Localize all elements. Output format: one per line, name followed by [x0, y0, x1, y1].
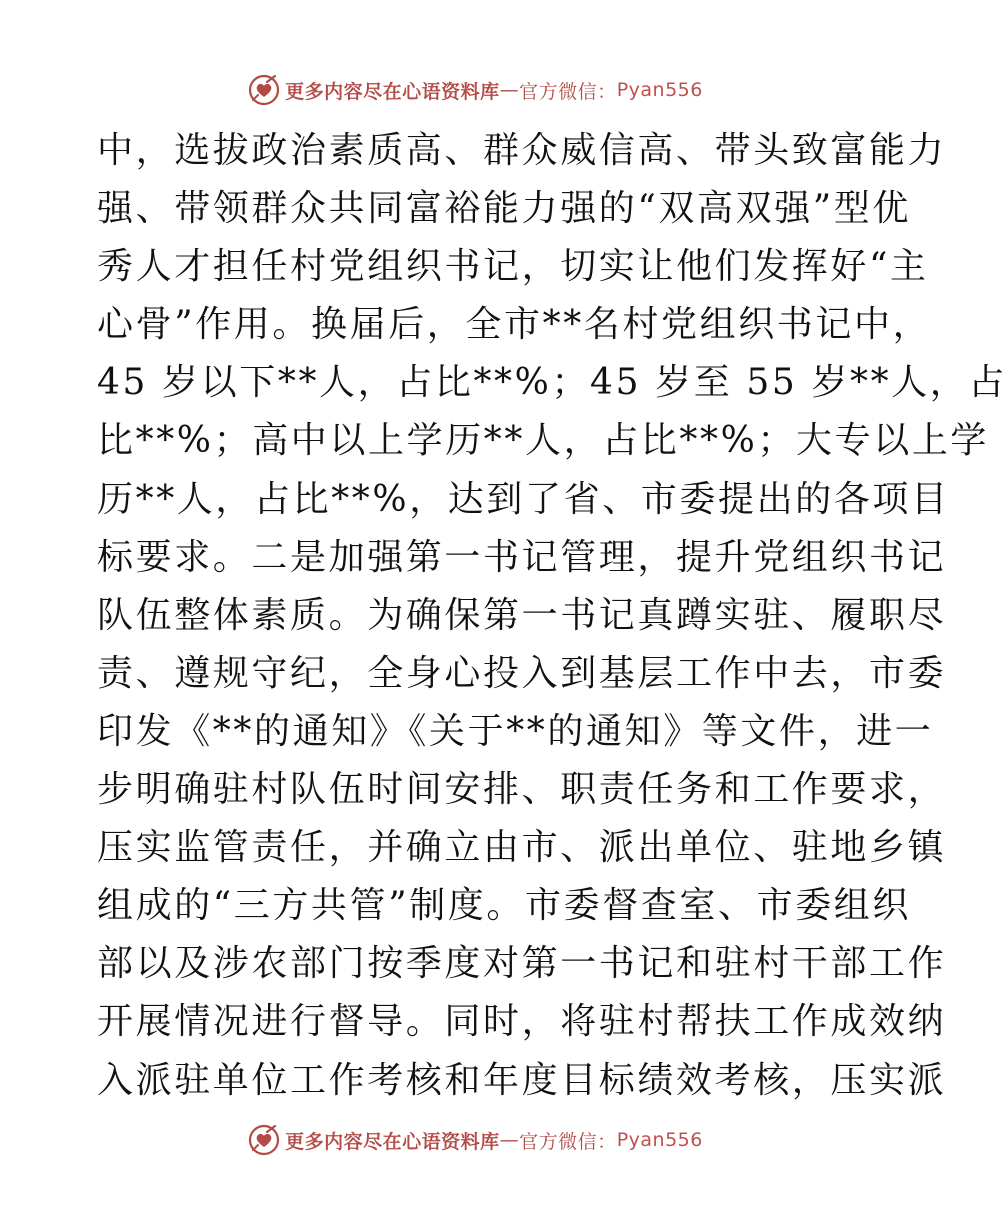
- text-line: 历**人，占比**%，达到了省、市委提出的各项目: [97, 478, 950, 520]
- watermark-dash: —: [499, 1129, 520, 1151]
- heart-pen-icon: [247, 73, 281, 107]
- text-line: 45 岁以下**人，占比**%；45 岁至 55 岁**人，占: [97, 362, 1007, 404]
- text-line: 标要求。二是加强第一书记管理，提升党组织书记: [97, 536, 947, 578]
- text-line: 压实监管责任，并确立由市、派出单位、驻地乡镇: [97, 827, 947, 869]
- text-line: 秀人才担任村党组织书记，切实让他们发挥好“主: [97, 246, 929, 288]
- watermark-footer: [0, 1120, 950, 1160]
- text-line: 责、遵规守纪，全身心投入到基层工作中去，市委: [97, 652, 947, 694]
- watermark-official-label: 官方微信：: [519, 80, 617, 103]
- watermark-brand: 更多内容尽在心语资料库: [285, 80, 500, 103]
- text-line: 组成的“三方共管”制度。市委督查室、市委组织: [97, 885, 912, 927]
- text-line: 中，选拔政治素质高、群众威信高、带头致富能力: [97, 130, 947, 171]
- watermark-brand: 更多内容尽在心语资料库: [285, 1130, 500, 1153]
- watermark-wechat-id: Pyan556: [616, 1129, 703, 1151]
- document-body: [97, 122, 1007, 1110]
- watermark-official-label: 官方微信：: [519, 1130, 617, 1153]
- text-line: 队伍整体素质。为确保第一书记真蹲实驻、履职尽: [97, 594, 947, 636]
- watermark-dash: —: [499, 79, 520, 101]
- text-line: 心骨”作用。换届后，全市**名村党组织书记中，: [97, 304, 932, 346]
- text-line: 步明确驻村队伍时间安排、职责任务和工作要求，: [97, 769, 947, 811]
- text-line: 部以及涉农部门按季度对第一书记和驻村干部工作: [97, 943, 947, 985]
- text-line: 入派驻单位工作考核和年度目标绩效考核，压实派: [97, 1059, 947, 1101]
- text-line: 开展情况进行督导。同时，将驻村帮扶工作成效纳: [97, 1001, 947, 1043]
- heart-pen-icon: [247, 1123, 281, 1157]
- text-line: 强、带领群众共同富裕能力强的“双高双强”型优: [97, 188, 912, 230]
- watermark-wechat-id: Pyan556: [616, 79, 703, 101]
- text-line: 印发《**的通知》《关于**的通知》等文件，进一: [97, 710, 934, 752]
- text-line: 比**%；高中以上学历**人，占比**%；大专以上学: [97, 420, 990, 462]
- watermark-header: [0, 70, 950, 110]
